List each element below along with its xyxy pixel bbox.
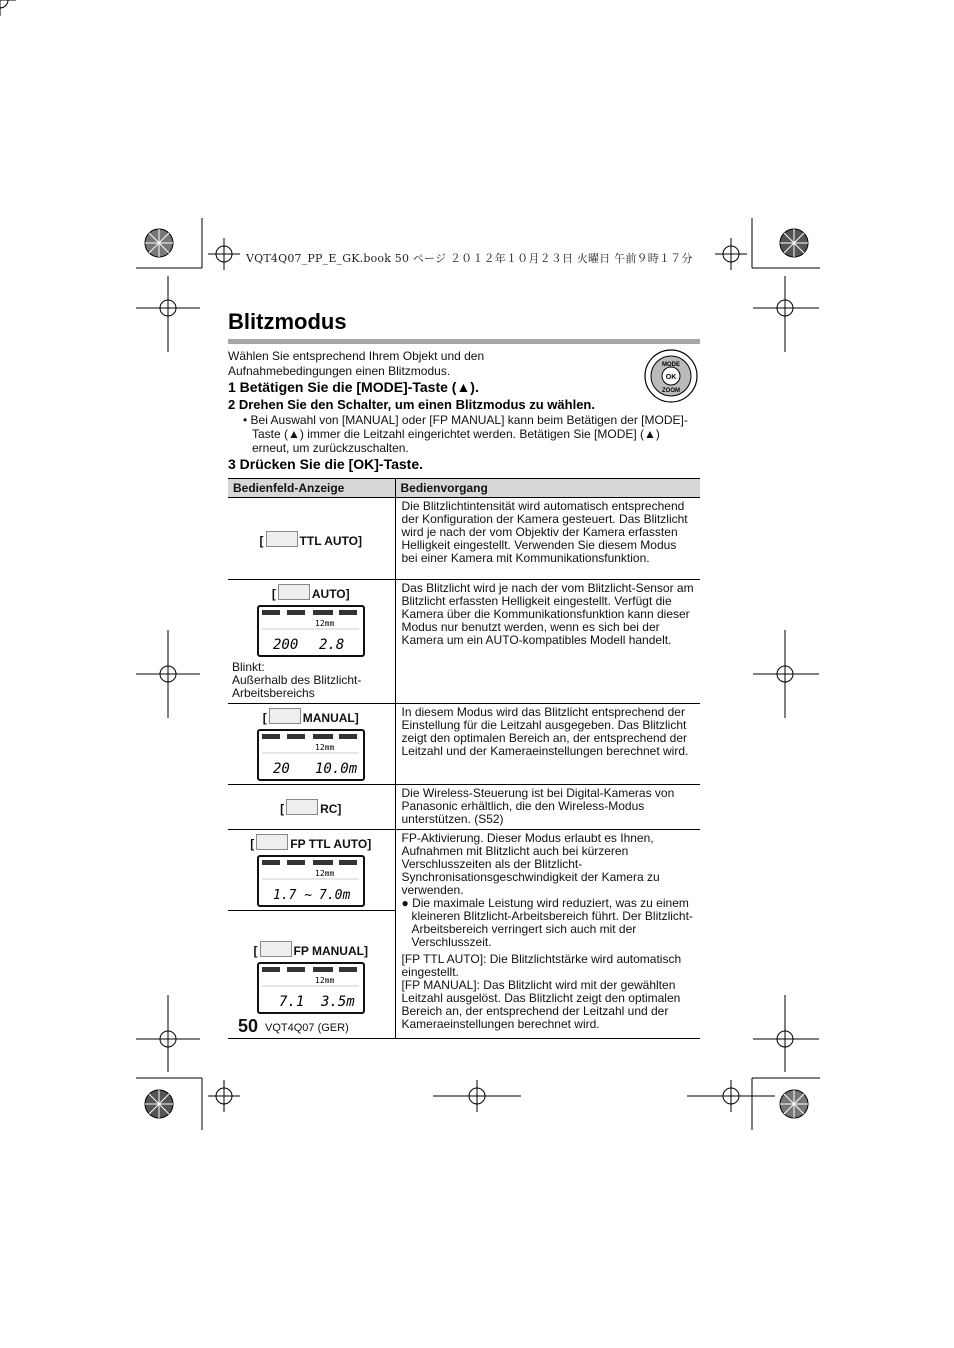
lcd-display xyxy=(257,729,365,781)
lcd-right-value: 3.5m xyxy=(320,994,355,1010)
lcd-display xyxy=(257,855,365,907)
mode-fp-manual: [ FP MANUAL] xyxy=(232,941,390,958)
mode-label: AUTO] xyxy=(311,587,350,601)
lcd-right-value: 7.0m xyxy=(318,888,351,903)
lcd-zoom-value: 12mm xyxy=(314,869,335,878)
page-title: Blitzmodus xyxy=(228,309,347,334)
mode-rc: [ RC] xyxy=(232,799,390,816)
description: In diesem Modus wird das Blitzlicht entsprechend der Einstellung für die Leitzahl ausgegeben. Das Blitzlicht zeigt den optimalen Bereich an, der entsprechend der Leitzahl und der Kameraeinstellungen berechnet wird. xyxy=(395,704,700,785)
intro-text: Wählen Sie entsprechend Ihrem Objekt und den Aufnahmebedingungen einen Blitzmodus. xyxy=(228,349,485,378)
mode-label: MANUAL] xyxy=(302,711,359,725)
dial-zoom-label: ZOOM xyxy=(662,388,680,394)
document-code: VQT4Q07 (GER) xyxy=(265,1022,349,1034)
lcd-left-value: 1.7 ~ xyxy=(272,888,312,903)
step-2-note xyxy=(242,413,692,455)
mode-label: TTL AUTO] xyxy=(299,533,362,548)
fp-description-2: ● Die maximale Leistung wird reduziert, was zu einem kleineren Blitzlicht-Arbeitsbereich führt. Der Blitzlicht-Arbeitsbereich verringert sich auch mit der Verschlusszeit. xyxy=(401,896,693,949)
mode-label: FP MANUAL] xyxy=(293,944,368,958)
blink-note: Blinkt: Außerhalb des Blitzlicht-Arbeitsbereichs xyxy=(232,660,362,700)
panel-icon xyxy=(278,584,310,600)
fp-description-1: FP-Aktivierung. Dieser Modus erlaubt es Ihnen, Aufnahmen mit Blitzlicht auch bei kürzeren Verschlusszeiten als der Blitzlicht-Synchronisationsgeschwindigkeit der Kamera zu verwenden. xyxy=(401,831,660,897)
table-row xyxy=(228,580,700,704)
table-row xyxy=(228,704,700,785)
step-3: 3 Drücken Sie die [OK]-Taste. xyxy=(228,456,424,472)
lcd-left-value: 20 xyxy=(272,761,290,777)
step-1: 1 Betätigen Sie die [MODE]-Taste (▲). xyxy=(228,379,479,395)
panel-icon xyxy=(286,799,318,815)
description: Die Wireless-Steuerung ist bei Digital-Kameras von Panasonic erhältlich, die den Wireless-Modus unterstützen. (S52) xyxy=(395,785,700,830)
dial-mode-label: MODE xyxy=(662,362,680,368)
fp-description xyxy=(395,830,700,1039)
lcd-zoom-value: 12mm xyxy=(314,743,335,752)
print-header: VQT4Q07_PP_E_GK.book 50 ページ ２０１２年１０月２３日 火曜日 午前９時１７分 xyxy=(246,252,693,265)
mode-fp-ttl-auto: [ FP TTL AUTO] xyxy=(232,834,390,851)
description: Die Blitzlichtintensität wird automatisch entsprechend der Konfiguration der Kamera gesteuert. Das Blitzlicht wird je nach der vom Objektiv der Kamera erfassten Helligkeit eingestellt. Verwenden Sie diesem Modus bei einer Kamera mit Kommunikationsfunktion. xyxy=(395,498,700,580)
mode-label: FP TTL AUTO] xyxy=(290,837,372,851)
mode-dial-icon xyxy=(643,348,699,404)
header-operation: Bedienvorgang xyxy=(395,479,700,498)
table-row xyxy=(228,830,700,911)
flash-mode-table xyxy=(228,478,700,1039)
lcd-zoom-value: 12mm xyxy=(314,619,335,628)
header-display: Bedienfeld-Anzeige xyxy=(228,479,395,498)
mode-manual: [ MANUAL] xyxy=(232,708,390,725)
fp-description-3: [FP TTL AUTO]: Die Blitzlichtstärke wird automatisch eingestellt. xyxy=(401,952,682,979)
mode-label: RC] xyxy=(320,802,342,816)
fp-description-4: [FP MANUAL]: Das Blitzlicht wird mit der gewählten Leitzahl ausgelöst. Das Blitzlicht zeigt den optimalen Bereich an, der entsprechend der Leitzahl und der Kameraeinstellungen berechnet wird. xyxy=(401,978,681,1031)
panel-icon xyxy=(256,834,288,850)
panel-icon xyxy=(269,708,301,724)
lcd-zoom-value: 12mm xyxy=(314,976,335,985)
lcd-display xyxy=(257,962,365,1014)
mode-auto: [ AUTO] xyxy=(232,584,390,601)
dial-ok-label: OK xyxy=(665,374,677,381)
step-2-note-text: • Bei Auswahl von [MANUAL] oder [FP MANUAL] kann beim Betätigen der [MODE]-Taste (▲) immer die Leitzahl eingerichtet werden. Betätigen Sie [MODE] (▲) erneut, um zurückzuschalten. xyxy=(243,413,688,455)
description: Das Blitzlicht wird je nach der vom Blitzlicht-Sensor am Blitzlicht erfassten Helligkeit eingestellt. Verfügt die Kamera über die Kommunikationsfunktion kann dieser Modus nur benutzt werden, wenn es sich bei der Kamera um ein AUTO-kompatibles Modell handelt. xyxy=(395,580,700,704)
lcd-right-value: 10.0m xyxy=(314,761,357,777)
lcd-left-value: 200 xyxy=(272,637,299,653)
lcd-right-value: 2.8 xyxy=(318,637,345,653)
panel-icon xyxy=(266,531,298,547)
step-2: 2 Drehen Sie den Schalter, um einen Blitzmodus zu wählen. xyxy=(228,397,595,412)
page-number: 50 xyxy=(238,1016,259,1036)
panel-icon xyxy=(260,941,292,957)
lcd-display xyxy=(257,605,365,657)
title-underline xyxy=(228,339,700,344)
table-row xyxy=(228,498,700,580)
table-row xyxy=(228,785,700,830)
lcd-left-value: 7.1 xyxy=(278,994,305,1010)
mode-ttl-auto: [ TTL AUTO] xyxy=(232,531,390,548)
